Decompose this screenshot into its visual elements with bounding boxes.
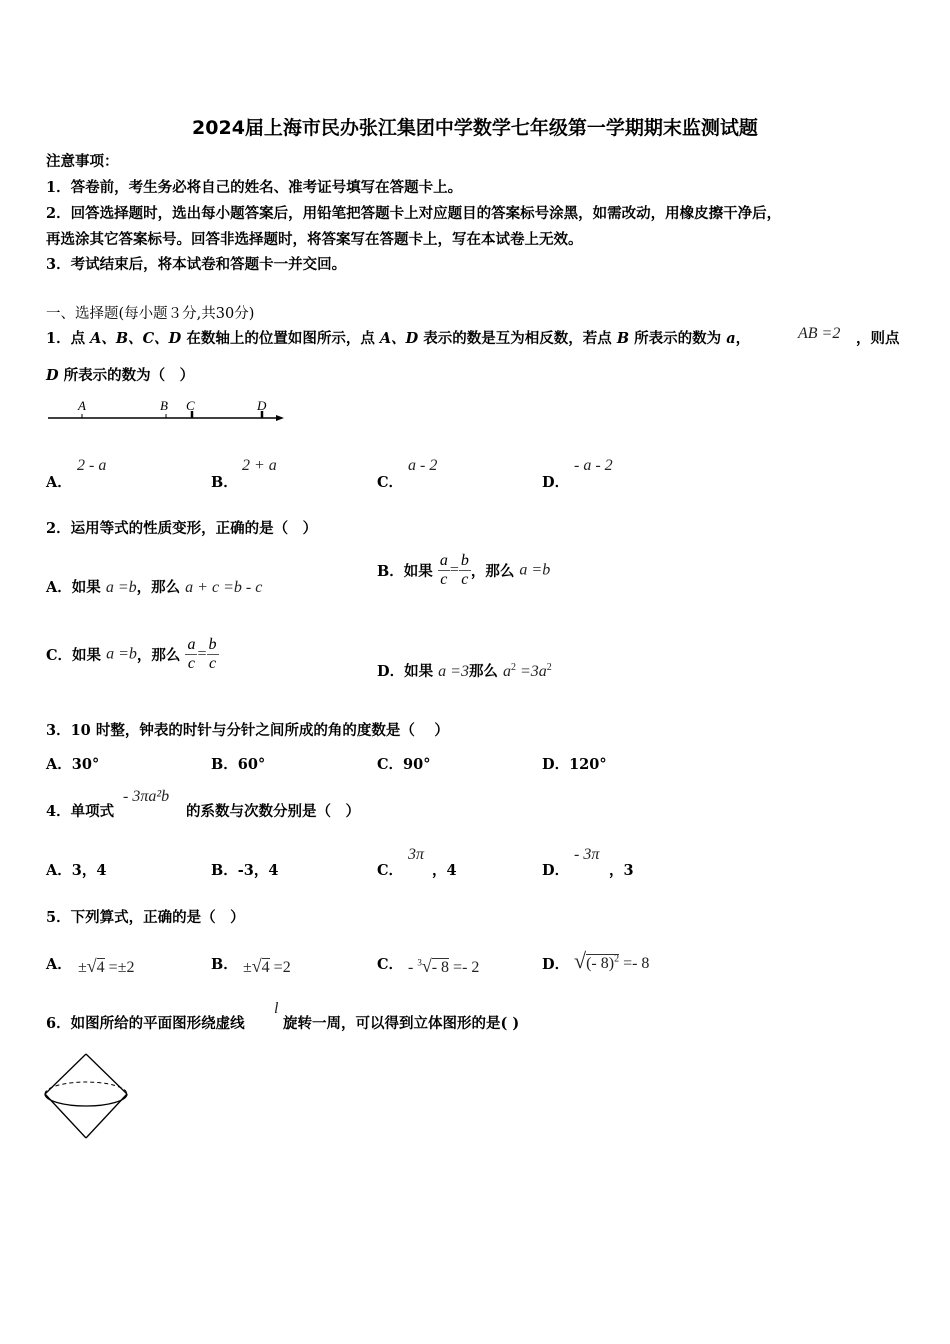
q2a-res: a + c =b - c	[185, 579, 263, 596]
radical-icon: √	[421, 956, 432, 976]
q3-option-b[interactable]	[211, 753, 265, 774]
q6-var: l	[274, 1000, 279, 1017]
q5-option-c-expr[interactable]	[408, 956, 479, 977]
q4b-value: -3，4	[237, 862, 279, 879]
q5d-post: =- 8	[619, 955, 650, 972]
q4a-value: 3，4	[71, 862, 107, 879]
q5c-post: =- 2	[449, 959, 480, 976]
q2d-res-eq: =3a	[516, 663, 547, 680]
q1-line2: 所表示的数为（ ）	[58, 367, 195, 384]
q5-option-d-label[interactable]: D．	[542, 956, 570, 973]
q5-option-d-expr[interactable]	[574, 948, 649, 974]
q5-option-a-label[interactable]: A．	[46, 956, 72, 973]
q4-option-d-label[interactable]: D．	[542, 862, 570, 879]
q2b-res: a =b	[519, 561, 551, 579]
q4-option-c-value[interactable]: ，4	[432, 862, 457, 879]
q2a-mid: ，那么	[136, 579, 181, 596]
q3a-value: 30°	[71, 756, 100, 773]
q3b-label: B．	[211, 756, 238, 773]
axis-label-a: A	[78, 398, 86, 413]
q4-expr: - 3πa²b	[123, 788, 170, 805]
q1-condition: AB =2	[798, 325, 841, 342]
q2c-frac2	[207, 636, 219, 673]
radical-icon: √	[251, 956, 262, 976]
q5b-pre: ±	[243, 959, 252, 976]
notice-heading: 注意事项：	[46, 153, 119, 170]
q4-stem-a: 4．单项式	[46, 803, 115, 820]
q3b-value: 60°	[237, 756, 266, 773]
q5c-idx: 3	[417, 957, 422, 968]
radical-icon: √	[574, 948, 587, 973]
q2d-res-exp: 2	[511, 662, 516, 674]
q2-option-b[interactable]	[377, 552, 550, 589]
q1-points: A、B、C、D	[90, 330, 182, 347]
q2-option-a[interactable]	[46, 576, 262, 597]
q5d-exp: 2	[614, 953, 620, 965]
q5d-rad	[586, 954, 619, 972]
q3-option-c[interactable]	[377, 753, 430, 774]
q5a-rad: 4	[96, 959, 105, 976]
q4-option-c-label[interactable]: C．	[377, 862, 404, 879]
q2b-num2: b	[460, 552, 469, 569]
q2c-cond: a =b	[106, 645, 137, 663]
q4b-label: B．	[211, 862, 238, 879]
q5-option-b-expr[interactable]	[243, 956, 291, 977]
q2c-mid: ，那么	[136, 647, 181, 664]
q2d-res-exp2: 2	[546, 662, 552, 674]
q1-option-b-expr[interactable]: 2 + a	[242, 457, 277, 474]
q4-option-a[interactable]	[46, 859, 106, 880]
q4-option-b[interactable]	[211, 859, 278, 880]
q2c-eq: =	[197, 645, 207, 663]
axis-label-d: D	[257, 398, 267, 413]
axis-label-b: B	[160, 398, 168, 413]
q5-option-b-label[interactable]: B．	[211, 956, 238, 973]
q3-stem: 3．10 时整，钟表的时针与分针之间所成的角的度数是（ ）	[46, 722, 449, 739]
section-heading: 一、选择题(每小题３分,共30分)	[46, 306, 255, 322]
q1-a: a	[726, 330, 736, 347]
q1-text-d: 所表示的数为	[629, 330, 727, 347]
rotation-solid-figure	[40, 1050, 135, 1145]
q2b-den1: c	[440, 571, 448, 588]
q4-option-d-value[interactable]: ，3	[609, 862, 634, 879]
q2b-frac1	[438, 552, 450, 589]
q1-option-a-label[interactable]: A．	[46, 474, 72, 491]
q2b-num1: a	[439, 552, 448, 569]
q1-option-b-label[interactable]: B．	[211, 474, 238, 491]
q2a-cond: a =b	[105, 579, 137, 596]
q2b-frac2	[459, 552, 471, 589]
q3c-label: C．	[377, 756, 404, 773]
q2d-cond: a =3	[438, 663, 469, 680]
q3-option-a[interactable]	[46, 753, 99, 774]
axis-label-c: C	[186, 398, 195, 413]
q3d-value: 120°	[569, 756, 607, 773]
notice-item-1: 1．答卷前，考生务必将自己的姓名、准考证号填写在答题卡上。	[46, 179, 463, 196]
q1-d: D	[46, 367, 59, 384]
q1-text-b: 在数轴上的位置如图所示，点	[181, 330, 380, 347]
q3-option-d[interactable]	[542, 753, 607, 774]
q2b-eq: =	[449, 561, 459, 579]
q4a-label: A．	[46, 862, 72, 879]
notice-item-2-cont: 再选涂其它答案标号。回答非选择题时，将答案写在答题卡上，写在本试卷上无效。	[46, 231, 583, 248]
q1-text-e: ，则点	[856, 330, 900, 347]
q3c-value: 90°	[403, 756, 431, 773]
hidden-ellipse-arc	[45, 1082, 127, 1094]
q4-stem-b: 的系数与次数分别是（ ）	[186, 803, 360, 820]
q1-stem-line2	[46, 364, 194, 385]
q5a-pre: ±	[78, 959, 87, 976]
q4-option-c-expr[interactable]: 3π	[408, 846, 425, 863]
q1-text-c: 表示的数是互为相反数，若点	[418, 330, 617, 347]
notice-item-3: 3．考试结束后，将本试卷和答题卡一并交回。	[46, 256, 347, 273]
q5a-post: =±2	[104, 959, 135, 976]
q2c-num1: a	[187, 636, 196, 653]
q4-option-d-expr[interactable]: - 3π	[574, 846, 600, 863]
notice-item-2: 2．回答选择题时，选出每小题答案后，用铅笔把答题卡上对应题目的答案标号涂黑，如需改动，用橡皮擦干净后，	[46, 205, 782, 222]
q2c-label: C．如果	[46, 647, 102, 664]
number-line-figure	[44, 394, 289, 426]
q2b-den2: c	[461, 571, 469, 588]
q2c-den2: c	[208, 655, 217, 672]
radical-icon: √	[86, 956, 97, 976]
q2a-label: A．如果	[46, 579, 101, 596]
q2c-frac1	[185, 636, 197, 673]
q5d-rad-text: (- 8)	[586, 955, 615, 972]
q2c-num2: b	[208, 636, 217, 653]
q2d-res-a: a	[503, 663, 511, 680]
q2d-label: D．如果	[377, 663, 434, 680]
q5b-post: =2	[269, 959, 291, 976]
q2b-label: B．如果	[377, 563, 433, 580]
q2-option-c[interactable]	[46, 636, 219, 673]
q2-stem: 2．运用等式的性质变形，正确的是（ ）	[46, 520, 318, 537]
q1-comma: ，	[735, 330, 751, 347]
q5c-rad: - 8	[431, 959, 450, 976]
q3a-label: A．	[46, 756, 72, 773]
q1-stem-line1	[46, 327, 750, 348]
q1-b: B	[616, 330, 630, 347]
q1-option-d-label[interactable]: D．	[542, 474, 570, 491]
q2-option-d[interactable]	[377, 660, 552, 681]
q1-option-a-expr[interactable]: 2 - a	[77, 457, 107, 474]
q2b-mid: ，那么	[470, 563, 515, 580]
q2d-mid: 那么	[468, 663, 498, 680]
q6-stem-a: 6．如图所给的平面图形绕虚线	[46, 1015, 245, 1032]
q1-option-c-label[interactable]: C．	[377, 474, 404, 491]
q5c-pre: -	[408, 959, 418, 976]
q1-option-d-expr[interactable]: - a - 2	[574, 457, 613, 474]
q5b-rad: 4	[261, 959, 270, 976]
number-line-arrow	[276, 415, 284, 421]
q2c-den1: c	[187, 655, 196, 672]
q5-stem: 5．下列算式，正确的是（ ）	[46, 909, 245, 926]
q3d-label: D．	[542, 756, 570, 773]
visible-ellipse-arc	[45, 1094, 127, 1106]
q1-text-a: 1．点	[46, 330, 91, 347]
q1-option-c-expr[interactable]: a - 2	[408, 457, 438, 474]
q1-ad: A、D	[379, 330, 419, 347]
q6-stem-b: 旋转一周，可以得到立体图形的是( )	[283, 1015, 520, 1032]
page-title: 2024届上海市民办张江集团中学数学七年级第一学期期末监测试题	[192, 117, 758, 139]
q5-option-a-expr[interactable]	[78, 956, 134, 977]
q5-option-c-label[interactable]: C．	[377, 956, 404, 973]
